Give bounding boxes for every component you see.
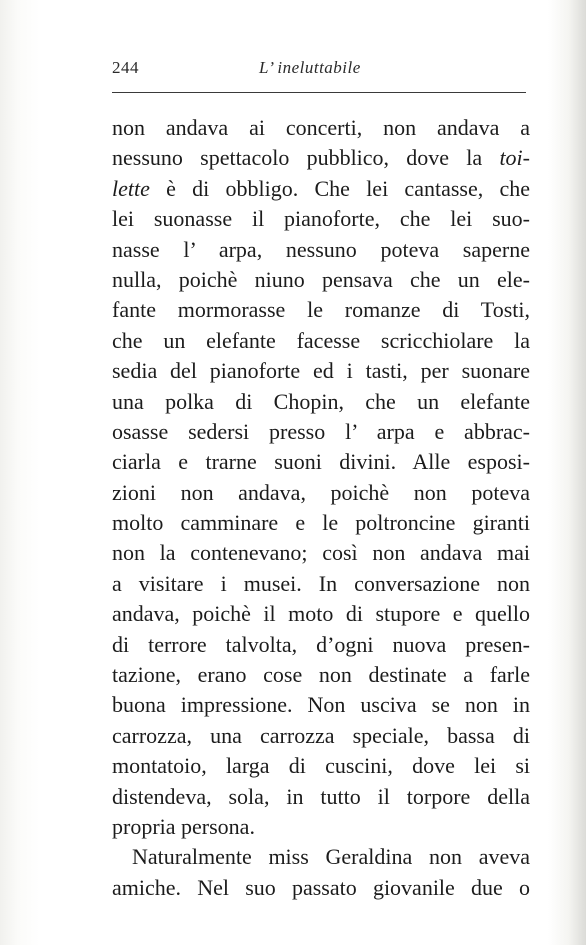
text-line: distendeva, sola, in tutto il torpore della <box>112 783 530 809</box>
text-line: Naturalmente miss Geraldina non aveva <box>132 844 530 870</box>
text-line: zioni non andava, poichè non poteva <box>112 479 530 505</box>
text-line: buona impressione. Non usciva se non in <box>112 692 530 718</box>
text-line: molto camminare e le poltroncine giranti <box>112 510 530 536</box>
text-line <box>112 143 530 173</box>
text-line: sedia del pianoforte ed i tasti, per suonare <box>112 358 530 384</box>
italic-word: toi- <box>499 145 530 171</box>
text-line <box>112 174 530 204</box>
text-line: non andava ai concerti, non andava a <box>112 115 530 140</box>
italic-word: lette <box>112 175 150 201</box>
text-line: carrozza, una carrozza speciale, bassa di <box>112 722 530 748</box>
text-fragment: nessuno spettacolo pubblico, dove la <box>112 145 483 171</box>
text-line: montatoio, larga di cuscini, dove lei si <box>112 753 530 779</box>
text-line: fante mormorasse le romanze di Tosti, <box>112 297 530 323</box>
text-line: che un elefante facesse scricchiolare la <box>112 327 530 353</box>
text-line: andava, poichè il moto di stupore e quello <box>112 601 530 627</box>
text-line: ciarla e trarne suoni divini. Alle esposi- <box>112 449 530 475</box>
text-line: di terrore talvolta, d’ogni nuova presen- <box>112 631 530 657</box>
text-line: nulla, poichè niuno pensava che un ele- <box>112 266 530 292</box>
text-line: a visitare i musei. In conversazione non <box>112 570 530 596</box>
text-line: osasse sedersi presso l’ arpa e abbrac- <box>112 418 530 444</box>
binding-shadow <box>568 0 586 945</box>
text-line: non la contenevano; così non andava mai <box>112 540 530 566</box>
running-title: L’ ineluttabile <box>259 58 361 77</box>
header-rule <box>112 92 526 93</box>
text-line: nasse l’ arpa, nessuno poteva saperne <box>112 236 530 262</box>
text-line: tazione, erano cose non destinate a farle <box>112 662 530 688</box>
text-line: amiche. Nel suo passato giovanile due o <box>112 874 530 900</box>
text-line: una polka di Chopin, che un elefante <box>112 388 530 414</box>
text-line: propria persona. <box>112 813 255 839</box>
body-text <box>112 113 530 903</box>
text-line: lei suonasse il pianoforte, che lei suo- <box>112 206 530 232</box>
text-fragment: è di obbligo. Che lei cantasse, che <box>166 175 531 201</box>
page-number: 244 <box>112 58 139 77</box>
page-header <box>112 58 526 88</box>
